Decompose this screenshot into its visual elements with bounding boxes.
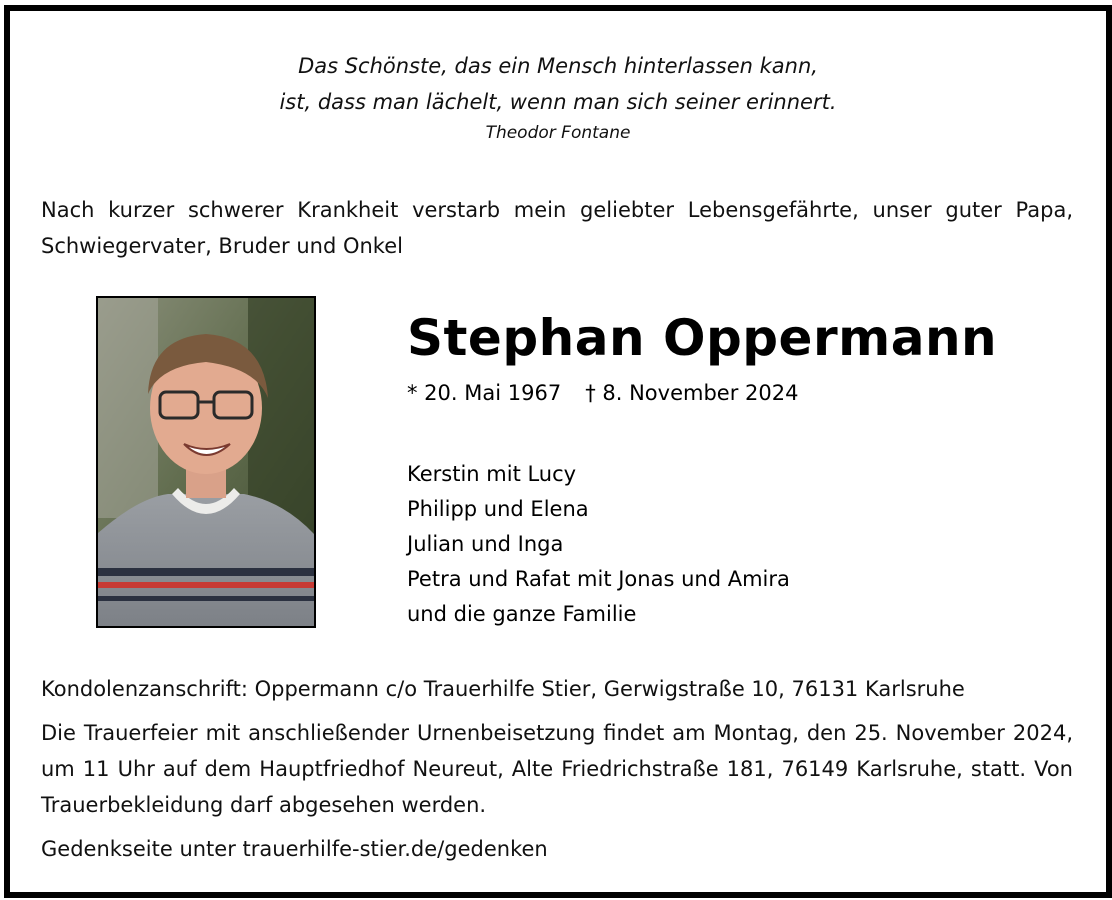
portrait-photo — [96, 296, 316, 628]
survivor-line: Petra und Rafat mit Jonas und Amira — [407, 567, 790, 591]
intro-text: Nach kurzer schwerer Krankheit verstarb mein geliebter Lebensgefährte, unser guter Papa, Schwiegervater, Bruder und Onkel — [41, 198, 1073, 258]
quote-author: Theodor Fontane — [485, 123, 631, 143]
survivor-line: Kerstin mit Lucy — [407, 462, 577, 486]
death-date: † 8. November 2024 — [585, 381, 799, 405]
survivor-line: Philipp und Elena — [407, 497, 589, 521]
life-dates — [407, 381, 798, 405]
portrait-image — [98, 298, 314, 626]
memorial-page-text: Gedenkseite unter trauerhilfe-stier.de/gedenken — [41, 837, 548, 861]
deceased-name: Stephan Oppermann — [407, 309, 998, 367]
survivor-line: Julian und Inga — [407, 532, 564, 556]
obituary-frame — [4, 5, 1112, 898]
ceremony-text: Die Trauerfeier mit anschließender Urnenbeisetzung findet am Montag, den 25. November 2024, um 11 Uhr auf dem Hauptfriedhof Neureut, Alte Friedrichstraße 181, 76149 Karlsruhe, statt. Von Trauerbekleidung darf abgesehen werden. — [41, 721, 1073, 817]
condolence-address: Kondolenzanschrift: Oppermann c/o Trauerhilfe Stier, Gerwigstraße 10, 76131 Karlsruhe — [41, 677, 965, 701]
birth-date: * 20. Mai 1967 — [407, 381, 562, 405]
quote-line-1: Das Schönste, das ein Mensch hinterlassen kann, — [298, 54, 818, 78]
survivors-list — [407, 457, 790, 632]
quote-line-2: ist, dass man lächelt, wenn man sich seiner erinnert. — [279, 90, 837, 114]
survivor-line: und die ganze Familie — [407, 602, 637, 626]
